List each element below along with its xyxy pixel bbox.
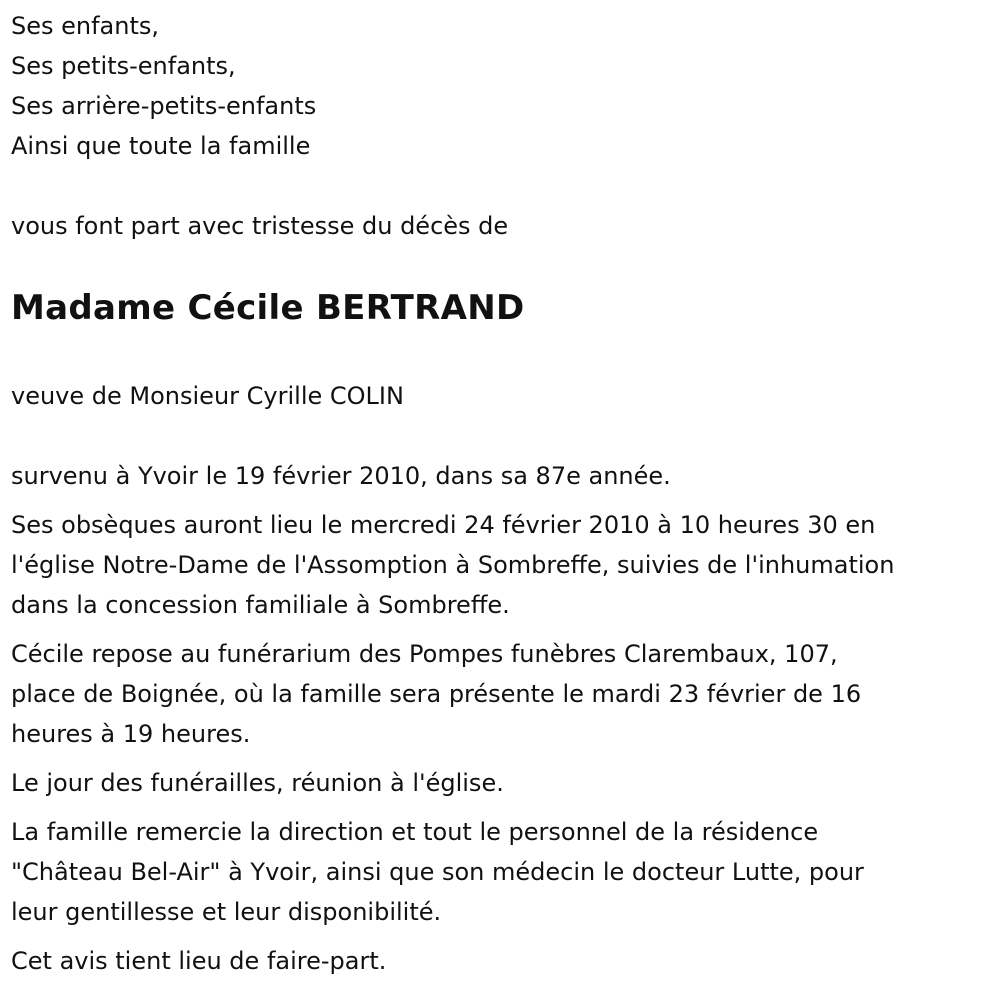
obituary-notice: [11, 6, 991, 981]
family-line: Ses arrière-petits-enfants: [11, 92, 317, 120]
family-list: [11, 6, 991, 166]
family-line: Ses petits-enfants,: [11, 52, 236, 80]
thanks-line: "Château Bel-Air" à Yvoir, ainsi que son médecin le docteur Lutte, pour: [11, 858, 864, 886]
ceremony-line: Ses obsèques auront lieu le mercredi 24 février 2010 à 10 heures 30 en: [11, 511, 876, 539]
thanks-paragraph: [11, 812, 991, 932]
ceremony-line: l'église Notre-Dame de l'Assomption à Sombreffe, suivies de l'inhumation: [11, 551, 895, 579]
ceremony-line: dans la concession familiale à Sombreffe.: [11, 591, 510, 619]
deceased-name: Madame Cécile BERTRAND: [11, 288, 525, 328]
thanks-line: leur gentillesse et leur disponibilité.: [11, 898, 442, 926]
family-line: Ses enfants,: [11, 12, 160, 40]
repose-line: Cécile repose au funérarium des Pompes funèbres Clarembaux, 107,: [11, 640, 838, 668]
ceremony-paragraph: [11, 505, 991, 625]
closing-text: Cet avis tient lieu de faire-part.: [11, 947, 387, 975]
intro-text: vous font part avec tristesse du décès de: [11, 212, 509, 240]
thanks-line: La famille remercie la direction et tout le personnel de la résidence: [11, 818, 819, 846]
repose-paragraph: [11, 634, 991, 754]
family-line: Ainsi que toute la famille: [11, 132, 311, 160]
meeting-text: Le jour des funérailles, réunion à l'église.: [11, 769, 504, 797]
death-info: survenu à Yvoir le 19 février 2010, dans sa 87e année.: [11, 462, 671, 490]
widow-of-text: veuve de Monsieur Cyrille COLIN: [11, 382, 404, 410]
repose-line: place de Boignée, où la famille sera présente le mardi 23 février de 16: [11, 680, 862, 708]
repose-line: heures à 19 heures.: [11, 720, 251, 748]
